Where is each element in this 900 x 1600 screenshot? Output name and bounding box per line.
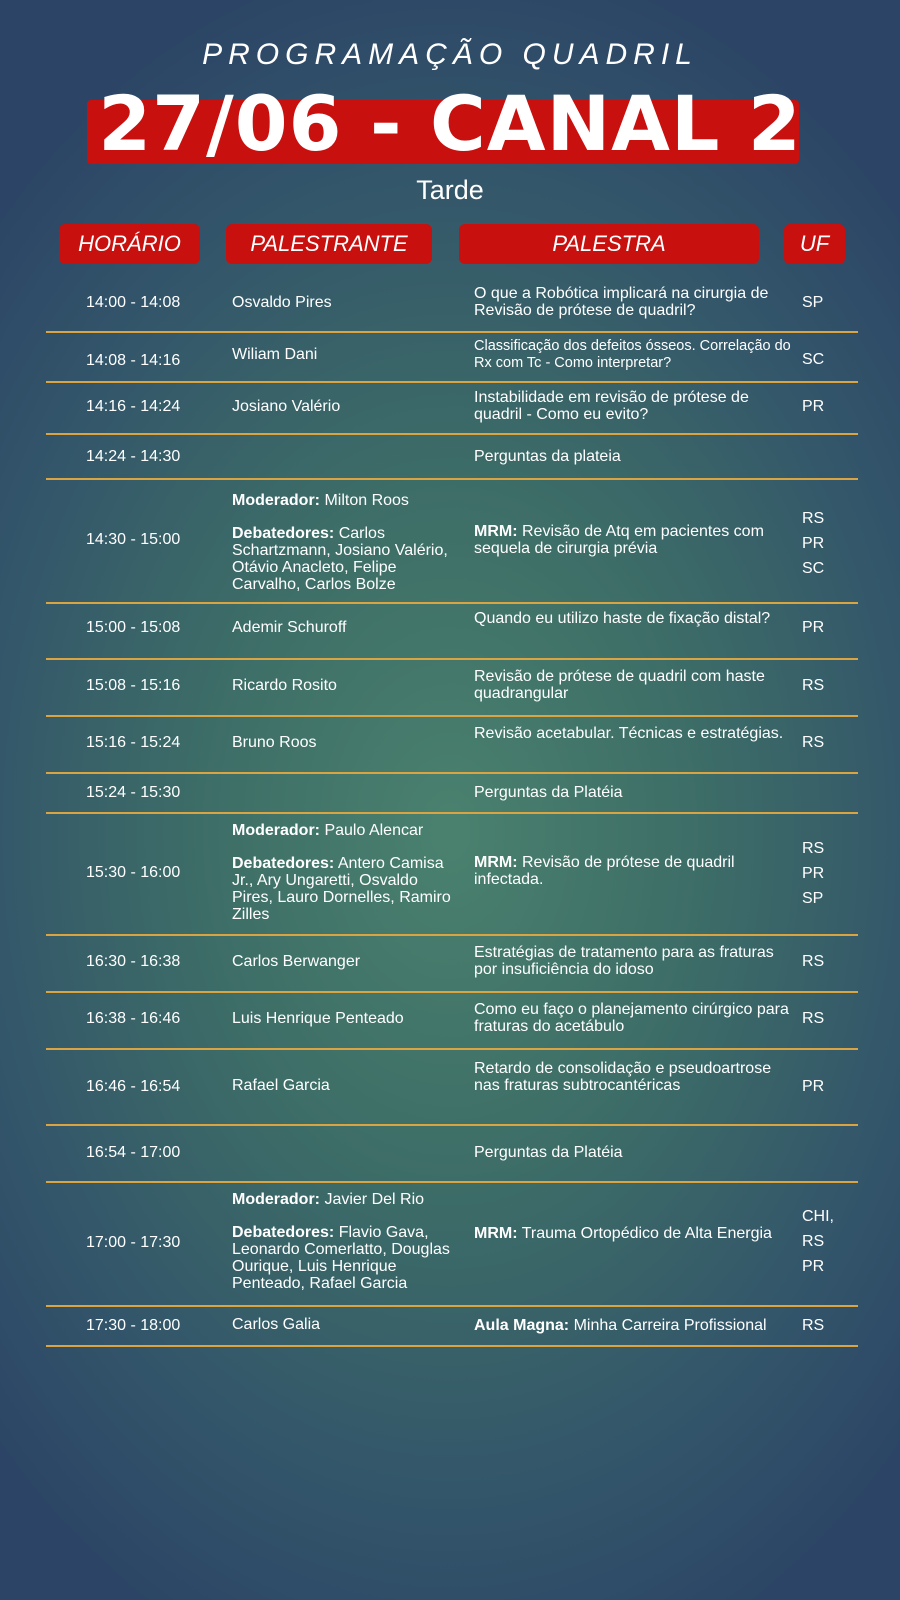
row-talk — [474, 1225, 796, 1242]
moderator-label: Moderador: — [232, 1191, 320, 1208]
schedule-row — [46, 435, 858, 480]
schedule-row-panel — [46, 1183, 858, 1307]
row-time: 17:00 - 17:30 — [86, 1234, 181, 1251]
row-time: 16:46 - 16:54 — [86, 1078, 181, 1095]
row-talk: Como eu faço o planejamento cirúrgico para fraturas do acetábulo — [474, 1001, 789, 1035]
row-speaker: Ademir Schuroff — [232, 619, 347, 636]
mrm-label: MRM: — [474, 854, 518, 871]
moderator-name: Milton Roos — [324, 492, 409, 509]
schedule-row-panel — [46, 814, 858, 936]
moderator-name: Javier Del Rio — [324, 1191, 425, 1208]
row-speaker: Ricardo Rosito — [232, 677, 337, 694]
row-talk — [474, 854, 796, 888]
row-uf: SP — [802, 294, 824, 311]
row-uf: PR — [802, 535, 825, 552]
row-moderator — [232, 492, 462, 509]
schedule-row — [46, 1050, 858, 1126]
talk-title: Trauma Ortopédico de Alta Energia — [521, 1225, 772, 1242]
row-time: 15:08 - 15:16 — [86, 677, 181, 694]
row-talk: Estratégias de tratamento para as fraturas por insuficiência do idoso — [474, 944, 774, 978]
schedule-row — [46, 1126, 858, 1183]
row-talk: Revisão acetabular. Técnicas e estratégias. — [474, 725, 784, 742]
debaters-names: Carlos Schartzmann, Josiano Valério, Otávio Anacleto, Felipe Carvalho, Carlos Bolze — [232, 525, 448, 593]
row-moderator — [232, 1191, 462, 1208]
schedule-row — [46, 660, 858, 717]
row-speaker: Carlos Galia — [232, 1316, 321, 1333]
row-debaters — [232, 1224, 462, 1292]
moderator-name: Paulo Alencar — [324, 822, 424, 839]
row-talk: Revisão de prótese de quadril com haste quadrangular — [474, 668, 765, 702]
debaters-label: Debatedores: — [232, 525, 335, 542]
row-time: 15:00 - 15:08 — [86, 619, 181, 636]
row-moderator — [232, 822, 462, 839]
row-speaker: Wiliam Dani — [232, 346, 318, 363]
row-uf: RS — [802, 840, 825, 857]
row-speaker: Rafael Garcia — [232, 1077, 330, 1094]
row-talk: Retardo de consolidação e pseudoartrose nas fraturas subtrocantéricas — [474, 1060, 772, 1094]
row-speaker: Bruno Roos — [232, 734, 317, 751]
row-uf: PR — [802, 865, 825, 882]
schedule-row-panel — [46, 480, 858, 604]
row-uf: SC — [802, 560, 825, 577]
column-header-talk: PALESTRA — [459, 224, 759, 264]
row-talk — [474, 1317, 796, 1334]
row-speaker: Josiano Valério — [232, 398, 341, 415]
row-uf-list — [802, 506, 852, 581]
row-uf: PR — [802, 619, 825, 636]
period-label: Tarde — [416, 175, 484, 205]
talk-title: Revisão de prótese de quadril infectada. — [474, 854, 735, 888]
row-uf-list — [802, 1204, 852, 1279]
row-uf: RS — [802, 1010, 825, 1027]
row-time: 15:16 - 15:24 — [86, 734, 181, 751]
row-debaters — [232, 855, 462, 923]
row-time: 14:16 - 14:24 — [86, 398, 181, 415]
schedule-row — [46, 604, 858, 660]
row-time: 16:38 - 16:46 — [86, 1010, 181, 1027]
row-debaters — [232, 525, 462, 593]
row-talk — [474, 523, 796, 557]
row-talk: O que a Robótica implicará na cirurgia de Revisão de prótese de quadril? — [474, 285, 769, 319]
schedule-row — [46, 383, 858, 435]
debaters-names: Flavio Gava, Leonardo Comerlatto, Douglas Ourique, Luis Henrique Penteado, Rafael Garcia — [232, 1224, 450, 1292]
schedule-row — [46, 276, 858, 333]
row-talk: Quando eu utilizo haste de fixação distal? — [474, 610, 771, 627]
row-uf: SP — [802, 890, 824, 907]
row-talk: Perguntas da Platéia — [474, 1144, 623, 1161]
header-subtitle: PROGRAMAÇÃO QUADRIL — [202, 38, 698, 71]
moderator-label: Moderador: — [232, 492, 320, 509]
row-uf: RS — [802, 677, 825, 694]
row-time: 14:30 - 15:00 — [86, 531, 181, 548]
row-uf: RS — [802, 1317, 825, 1334]
row-time: 15:24 - 15:30 — [86, 784, 181, 801]
row-time: 16:30 - 16:38 — [86, 953, 181, 970]
mrm-label: MRM: — [474, 1225, 518, 1242]
column-header-time: HORÁRIO — [59, 224, 200, 264]
row-uf: RS — [802, 510, 825, 527]
row-talk: Instabilidade em revisão de prótese de quadril - Como eu evito? — [474, 389, 749, 423]
row-uf-list — [802, 836, 852, 911]
debaters-names: Antero Camisa Jr., Ary Ungaretti, Osvaldo Pires, Lauro Dornelles, Ramiro Zilles — [232, 855, 451, 923]
talk-title: Minha Carreira Profissional — [573, 1317, 767, 1334]
row-speaker: Osvaldo Pires — [232, 294, 332, 311]
row-talk: Classificação dos defeitos ósseos. Correlação do Rx com Tc - Como interpretar? — [474, 338, 791, 371]
row-time: 14:24 - 14:30 — [86, 448, 181, 465]
moderator-label: Moderador: — [232, 822, 320, 839]
row-time: 16:54 - 17:00 — [86, 1144, 181, 1161]
talk-title: Revisão de Atq em pacientes com sequela de cirurgia prévia — [474, 523, 764, 557]
row-time: 14:00 - 14:08 — [86, 294, 181, 311]
row-time: 17:30 - 18:00 — [86, 1317, 181, 1334]
debaters-label: Debatedores: — [232, 855, 335, 872]
row-uf: RS — [802, 734, 825, 751]
schedule-row — [46, 993, 858, 1050]
row-uf: CHI, — [802, 1208, 834, 1225]
schedule-row — [46, 717, 858, 774]
schedule-row — [46, 1307, 858, 1347]
aula-magna-label: Aula Magna: — [474, 1317, 570, 1334]
column-header-speaker: PALESTRANTE — [226, 224, 432, 264]
debaters-label: Debatedores: — [232, 1224, 335, 1241]
page-title: 27/06 - CANAL 2 — [98, 79, 802, 168]
row-speaker: Luis Henrique Penteado — [232, 1010, 404, 1027]
row-uf: RS — [802, 1233, 825, 1250]
column-header-uf: UF — [784, 224, 845, 264]
schedule-row — [46, 936, 858, 993]
row-time: 14:08 - 14:16 — [86, 352, 181, 369]
row-uf: PR — [802, 1078, 825, 1095]
row-uf: RS — [802, 953, 825, 970]
row-uf: PR — [802, 398, 825, 415]
row-talk: Perguntas da plateia — [474, 448, 621, 465]
row-time: 15:30 - 16:00 — [86, 864, 181, 881]
schedule-row — [46, 333, 858, 383]
row-uf: PR — [802, 1258, 825, 1275]
row-uf: SC — [802, 351, 825, 368]
row-talk: Perguntas da Platéia — [474, 784, 623, 801]
row-speaker: Carlos Berwanger — [232, 953, 361, 970]
schedule-row — [46, 774, 858, 814]
mrm-label: MRM: — [474, 523, 518, 540]
